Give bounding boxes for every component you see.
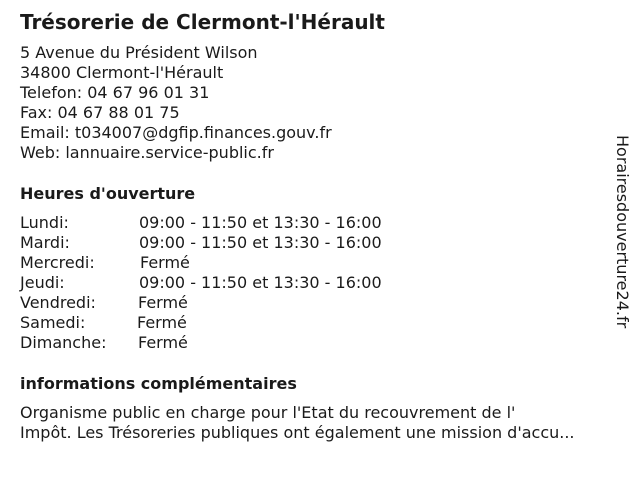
email-line: Email: t034007@dgfip.finances.gouv.fr [20, 123, 332, 142]
hours-row [20, 293, 440, 313]
info-line: Impôt. Les Trésoreries publiques ont également une mission d'accu... [20, 423, 575, 442]
hours-value: 09:00 - 11:50 et 13:30 - 16:00 [139, 233, 382, 252]
hours-row [20, 333, 440, 353]
day-label: Dimanche: [20, 333, 107, 352]
hours-row [20, 313, 440, 333]
hours-value: Fermé [138, 333, 188, 352]
day-label: Mardi: [20, 233, 70, 252]
page-title: Trésorerie de Clermont-l'Hérault [20, 10, 385, 34]
day-label: Samedi: [20, 313, 86, 332]
hours-value: Fermé [137, 313, 187, 332]
address-city: 34800 Clermont-l'Hérault [20, 63, 224, 82]
fax-line: Fax: 04 67 88 01 75 [20, 103, 180, 122]
hours-value: 09:00 - 11:50 et 13:30 - 16:00 [139, 213, 382, 232]
info-line: Organisme public en charge pour l'Etat du recouvrement de l' [20, 403, 516, 422]
hours-value: Fermé [140, 253, 190, 272]
hours-value: 09:00 - 11:50 et 13:30 - 16:00 [139, 273, 382, 292]
day-label: Jeudi: [20, 273, 65, 292]
hours-row [20, 253, 440, 273]
day-label: Mercredi: [20, 253, 95, 272]
info-paragraph [20, 403, 630, 443]
day-label: Lundi: [20, 213, 69, 232]
hours-table [20, 213, 440, 353]
hours-heading: Heures d'ouverture [20, 184, 196, 203]
hours-row [20, 273, 440, 293]
hours-value: Fermé [138, 293, 188, 312]
info-heading: informations complémentaires [20, 374, 297, 393]
hours-row [20, 233, 440, 253]
hours-row [20, 213, 440, 233]
address-street: 5 Avenue du Président Wilson [20, 43, 258, 62]
web-line: Web: lannuaire.service-public.fr [20, 143, 274, 162]
watermark: Horairesdouverture24.fr [613, 135, 632, 329]
phone-line: Telefon: 04 67 96 01 31 [20, 83, 210, 102]
contact-block [20, 43, 332, 163]
day-label: Vendredi: [20, 293, 96, 312]
